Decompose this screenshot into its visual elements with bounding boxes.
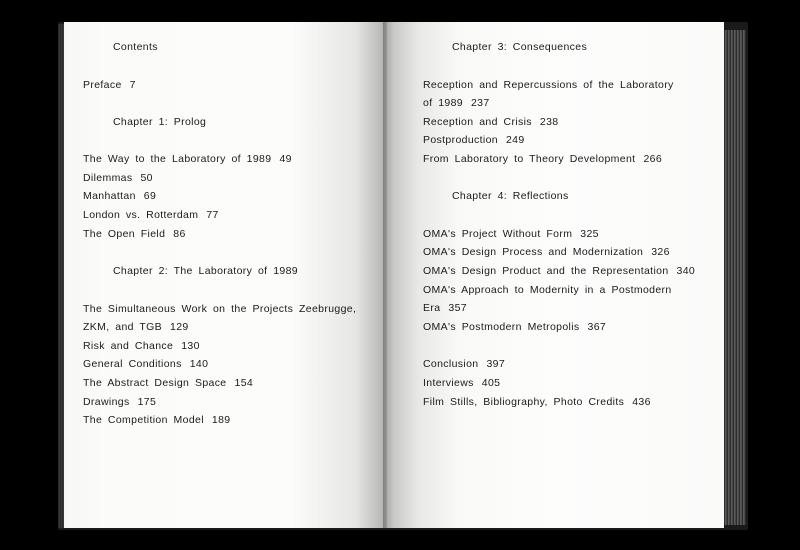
toc-entry-page: 237 (470, 97, 490, 109)
toc-entry-page: 86 (173, 228, 186, 240)
toc-entry-title: Drawings (83, 396, 130, 408)
toc-entry (423, 357, 505, 371)
toc-entry (83, 357, 208, 371)
contents-heading: Contents (113, 41, 158, 53)
toc-entry-page: 249 (505, 134, 525, 146)
toc-entry (83, 395, 156, 409)
toc-entry-page: 49 (279, 153, 292, 165)
toc-entry-title: Risk and Chance (83, 340, 174, 352)
toc-entry-title: ZKM, and TGB (83, 321, 163, 333)
toc-entry-page: 266 (643, 153, 663, 165)
toc-entry-first-line: Reception and Repercussions of the Laboratory (423, 79, 674, 91)
toc-entry-page: 326 (651, 246, 670, 258)
toc-entry (83, 171, 153, 185)
toc-entry-page: 175 (137, 396, 157, 408)
toc-entry (83, 339, 200, 353)
toc-entry-page: 154 (234, 377, 254, 389)
toc-entry-title: Manhattan (83, 190, 136, 202)
toc-entry-title: OMA's Project Without Form (423, 228, 573, 240)
toc-entry (83, 208, 219, 222)
toc-entry (83, 227, 186, 241)
toc-entry (423, 152, 662, 166)
toc-entry-title: of 1989 (423, 97, 463, 109)
toc-entry (423, 301, 467, 315)
chapter-1-heading: Chapter 1: Prolog (113, 116, 207, 128)
chapter-2-heading: Chapter 2: The Laboratory of 1989 (113, 265, 298, 277)
toc-entry-title: The Way to the Laboratory of 1989 (83, 153, 272, 165)
toc-entry-title: Conclusion (423, 358, 479, 370)
toc-entry (83, 152, 292, 166)
toc-entry (83, 320, 189, 334)
book-gutter (383, 22, 387, 528)
toc-entry-title: London vs. Rotterdam (83, 209, 199, 221)
toc-entry (83, 376, 253, 390)
toc-entry-title: Era (423, 302, 441, 314)
toc-entry-page: 129 (170, 321, 189, 333)
toc-entry-title: Preface (83, 79, 122, 91)
toc-entry (423, 320, 606, 334)
toc-entry-title: Dilemmas (83, 172, 133, 184)
toc-entry-page: 140 (189, 358, 209, 370)
toc-entry-preface (83, 78, 136, 92)
toc-entry-page: 340 (676, 265, 696, 277)
toc-entry (423, 395, 651, 409)
toc-entry-page: 367 (587, 321, 607, 333)
toc-entry-page: 397 (486, 358, 506, 370)
toc-entry (423, 227, 599, 241)
toc-entry (423, 376, 500, 390)
toc-entry-page: 357 (448, 302, 467, 314)
toc-entry-page: 238 (539, 116, 559, 128)
toc-entry-page: 50 (140, 172, 153, 184)
chapter-3-heading: Chapter 3: Consequences (452, 41, 588, 53)
toc-entry-title: Postproduction (423, 134, 498, 146)
toc-entry-first-line: OMA's Approach to Modernity in a Postmodern (423, 284, 672, 296)
toc-entry-first-line: The Simultaneous Work on the Projects Zeebrugge, (83, 303, 357, 315)
toc-entry-title: Interviews (423, 377, 474, 389)
toc-entry (423, 264, 695, 278)
toc-entry-page: 77 (206, 209, 219, 221)
toc-entry-title: General Conditions (83, 358, 182, 370)
toc-entry (423, 245, 670, 259)
toc-entry-title: OMA's Design Product and the Representation (423, 265, 669, 277)
toc-entry (83, 189, 156, 203)
toc-entry (423, 115, 558, 129)
toc-entry-title: Film Stills, Bibliography, Photo Credits (423, 396, 625, 408)
toc-entry-title: OMA's Postmodern Metropolis (423, 321, 580, 333)
toc-entry-page: 7 (129, 79, 136, 91)
chapter-4-heading: Chapter 4: Reflections (452, 190, 569, 202)
toc-entry-title: OMA's Design Process and Modernization (423, 246, 644, 258)
toc-entry-title: From Laboratory to Theory Development (423, 153, 636, 165)
toc-entry-page: 189 (211, 414, 231, 426)
toc-entry-title: The Open Field (83, 228, 166, 240)
toc-entry-title: The Abstract Design Space (83, 377, 227, 389)
toc-entry-page: 130 (181, 340, 200, 352)
toc-entry (83, 413, 230, 427)
toc-entry-page: 325 (580, 228, 599, 240)
toc-entry-page: 436 (632, 396, 651, 408)
toc-entry (423, 133, 525, 147)
toc-entry-page: 69 (143, 190, 157, 202)
toc-entry-page: 405 (481, 377, 501, 389)
toc-entry-title: The Competition Model (83, 414, 204, 426)
toc-entry-title: Reception and Crisis (423, 116, 532, 128)
toc-entry (423, 96, 490, 110)
